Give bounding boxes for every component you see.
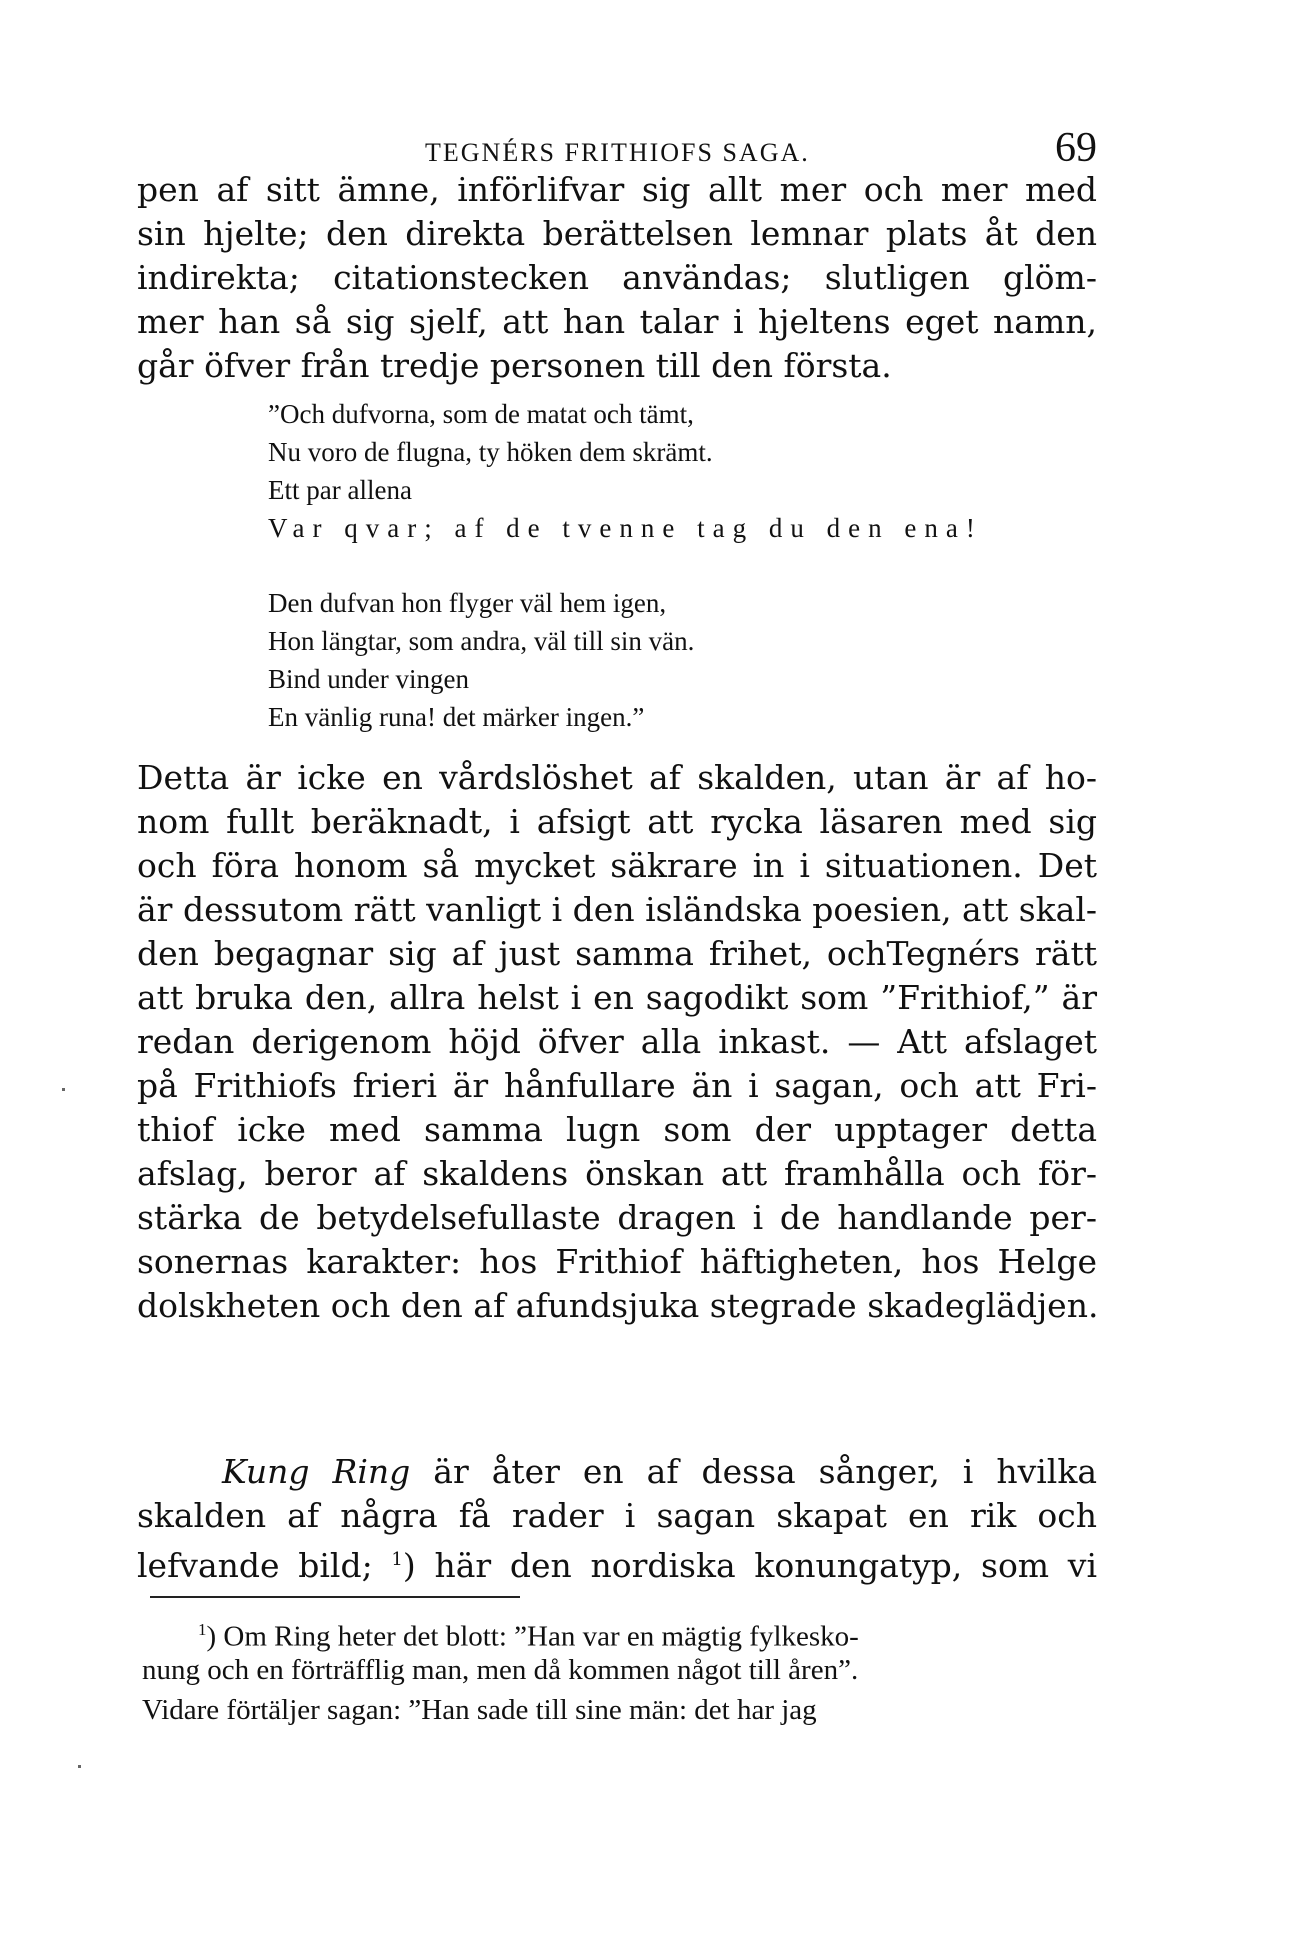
footnote-marker: 1 [198,1620,207,1639]
text-line: redan derigenom höjd öfver alla inkast. — Att afslaget [137,1022,1097,1061]
footnote-line: Vidare förtäljer sagan: ”Han sade till sine män: det har jag [142,1694,817,1726]
text-line: Detta är icke en vårdslöshet af skalden, utan är af ho- [137,758,1097,797]
text-line: sonernas karakter: hos Frithiof häftigheten, hos Helge [137,1242,1097,1281]
running-title: TEGNÉRS FRITHIOFS SAGA. [425,138,810,167]
footnote-line: $^1$) Om Ring heter det blott: ”Han var en mägtig fylkesko- [198,1620,859,1653]
scan-speck [62,1088,65,1091]
page-number: 69 [1055,125,1097,171]
footnote-reference: 1 [391,1549,403,1570]
verse-line: Nu voro de flugna, ty höken dem skrämt. [268,437,713,467]
text-line: indirekta; citationstecken användas; slutligen glöm- [137,258,1097,297]
poem-title: Kung Ring [222,1452,411,1491]
verse-line: En vänlig runa! det märker ingen.” [268,702,645,732]
text-line: nom fullt beräknadt, i afsigt att rycka läsaren med sig [137,802,1097,841]
verse-line: Bind under vingen [268,664,469,694]
text-line: den begagnar sig af just samma frihet, ochTegnérs rätt [137,934,1097,973]
footnote-divider [150,1596,520,1598]
text-line: skalden af några få rader i sagan skapat en rik och [137,1496,1097,1535]
verse-line: Var qvar; af de tvenne tag du den ena! [268,513,983,543]
text-line: sin hjelte; den direkta berättelsen lemnar plats åt den [137,214,1097,253]
text-line: Kung Ring är åter en af dessa sånger, i hvilka [222,1452,1097,1491]
text-line: går öfver från tredje personen till den första. [137,346,892,385]
text-line: att bruka den, allra helst i en sagodikt som ”Frithiof,” är [137,978,1097,1017]
text-line: stärka de betydelsefullaste dragen i de handlande per- [137,1198,1097,1237]
verse-line: Ett par allena [268,475,412,505]
footnote-line: nung och en förträfflig man, men då kommen något till åren”. [142,1654,859,1686]
text-line: på Frithiofs frieri är hånfullare än i sagan, och att Fri- [137,1066,1097,1105]
text-line: dolskheten och den af afundsjuka stegrade skadeglädjen. [137,1286,1099,1325]
text-line: lefvande bild; $^1$) här den nordiska konungatyp, som vi [137,1546,1098,1585]
text-line: och föra honom så mycket säkrare in i situationen. Det [137,846,1097,885]
text-line: mer han så sig sjelf, att han talar i hjeltens eget namn, [137,302,1097,341]
scan-speck [78,1765,81,1768]
verse-line: Hon längtar, som andra, väl till sin vän. [268,626,695,656]
text-line: pen af sitt ämne, införlifvar sig allt mer och mer med [137,170,1097,209]
verse-line: ”Och dufvorna, som de matat och tämt, [268,399,694,429]
text-line: thiof icke med samma lugn som der upptager detta [137,1110,1097,1149]
verse-line: Den dufvan hon flyger väl hem igen, [268,588,667,618]
text-line: afslag, beror af skaldens önskan att framhålla och för- [137,1154,1097,1193]
text-line: är dessutom rätt vanligt i den isländska poesien, att skal- [137,890,1098,929]
